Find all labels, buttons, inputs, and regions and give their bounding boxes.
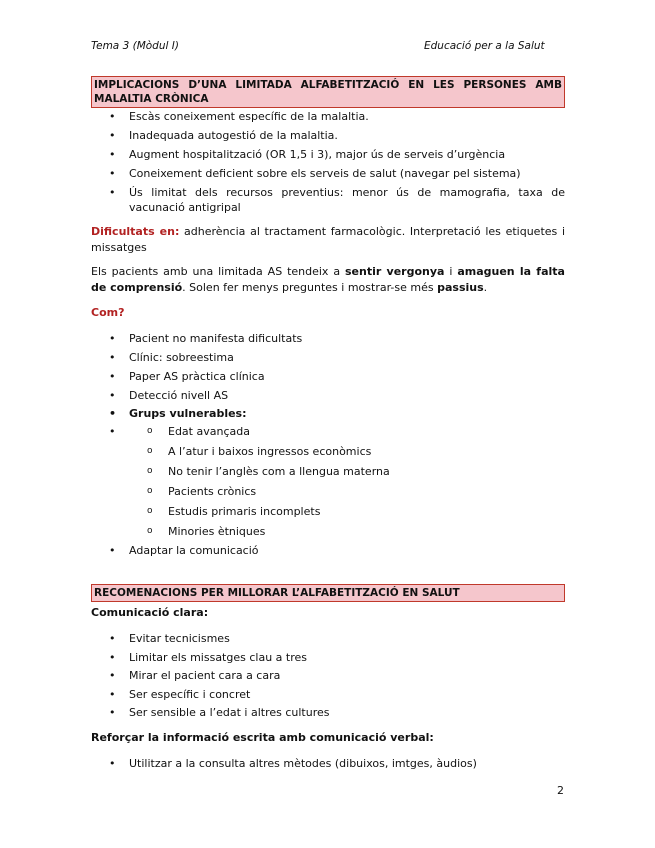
adapt-list — [91, 543, 565, 558]
implications-list — [91, 109, 565, 215]
list-item: • Coneixement deficient sobre els serveis de salut (navegar pel sistema) — [91, 166, 565, 181]
difficulties-label: Dificultats en: — [91, 225, 180, 238]
sub-list-item: o Estudis primaris incomplets — [91, 504, 565, 524]
text-run: . Solen fer menys preguntes i mostrar-se més — [182, 281, 438, 294]
sublist-wrapper — [91, 424, 565, 544]
header-left: Tema 3 (Mòdul I) — [91, 40, 179, 52]
list-item: • Escàs coneixement específic de la malaltia. — [91, 109, 565, 124]
list-item: • Inadequada autogestió de la malaltia. — [91, 128, 565, 143]
list-item: • Mirar el pacient cara a cara — [91, 668, 565, 687]
section-title-recommendations: RECOMENACIONS PER MILLORAR L’ALFABETITZACIÓ EN SALUT — [91, 584, 565, 602]
clear-communication-list — [91, 631, 565, 724]
list-item: • Detecció nivell AS — [91, 388, 565, 406]
list-item: • Augment hospitalització (OR 1,5 i 3), major ús de serveis d’urgència — [91, 147, 565, 162]
list-item: • Ús limitat dels recursos preventius: menor ús de mamografia, taxa de vacunació antigripal — [91, 185, 565, 215]
header-right: Educació per a la Salut — [424, 40, 545, 52]
sub-list-item: o Pacients crònics — [91, 484, 565, 504]
text-run-bold: amaguen la falta de comprensió — [91, 265, 565, 294]
how-label: Com? — [91, 306, 125, 319]
text-run: i — [444, 265, 458, 278]
list-item: • Clínic: sobreestima — [91, 350, 565, 369]
list-item: • Adaptar la comunicació — [91, 543, 565, 558]
sub-list-item: o A l’atur i baixos ingressos econòmics — [91, 444, 565, 464]
difficulties-paragraph — [91, 224, 565, 256]
vulnerable-sublist — [91, 424, 565, 544]
sub-list-item: o No tenir l’anglès com a llengua materna — [91, 464, 565, 484]
list-item: • Evitar tecnicismes — [91, 631, 565, 650]
clear-communication-label: Comunicació clara: — [91, 606, 209, 619]
list-item: • Pacient no manifesta dificultats — [91, 331, 565, 350]
list-item: • Limitar els missatges clau a tres — [91, 650, 565, 669]
sub-list-item: o • Edat avançada — [91, 424, 565, 444]
text-run: . — [483, 281, 488, 294]
section-title-implications: IMPLICACIONS D’UNA LIMITADA ALFABETITZACIÓ EN LES PERSONES AMB MALALTIA CRÒNICA — [91, 76, 565, 108]
text-run-bold: passius — [437, 281, 484, 294]
how-list — [91, 331, 565, 424]
reinforce-list — [91, 756, 565, 771]
list-item: • Paper AS pràctica clínica — [91, 369, 565, 388]
page-number: 2 — [557, 784, 564, 797]
list-item: • Ser sensible a l’edat i altres cultures — [91, 705, 565, 724]
list-item: • Utilitzar a la consulta altres mètodes (dibuixos, imtges, àudios) — [91, 756, 565, 771]
sub-list-item: o Minories ètniques — [91, 524, 565, 544]
text-run-bold: sentir vergonya — [345, 265, 445, 278]
list-item-vulnerable: • Grups vulnerables: — [91, 406, 565, 424]
reinforce-label: Reforçar la informació escrita amb comunicació verbal: — [91, 731, 434, 744]
list-item: • Ser específic i concret — [91, 687, 565, 706]
difficulties-text: adherència al tractament farmacològic. Interpretació les etiquetes i missatges — [91, 225, 565, 254]
shame-paragraph — [91, 264, 565, 296]
text-run: Els pacients amb una limitada AS tendeix a — [91, 265, 345, 278]
